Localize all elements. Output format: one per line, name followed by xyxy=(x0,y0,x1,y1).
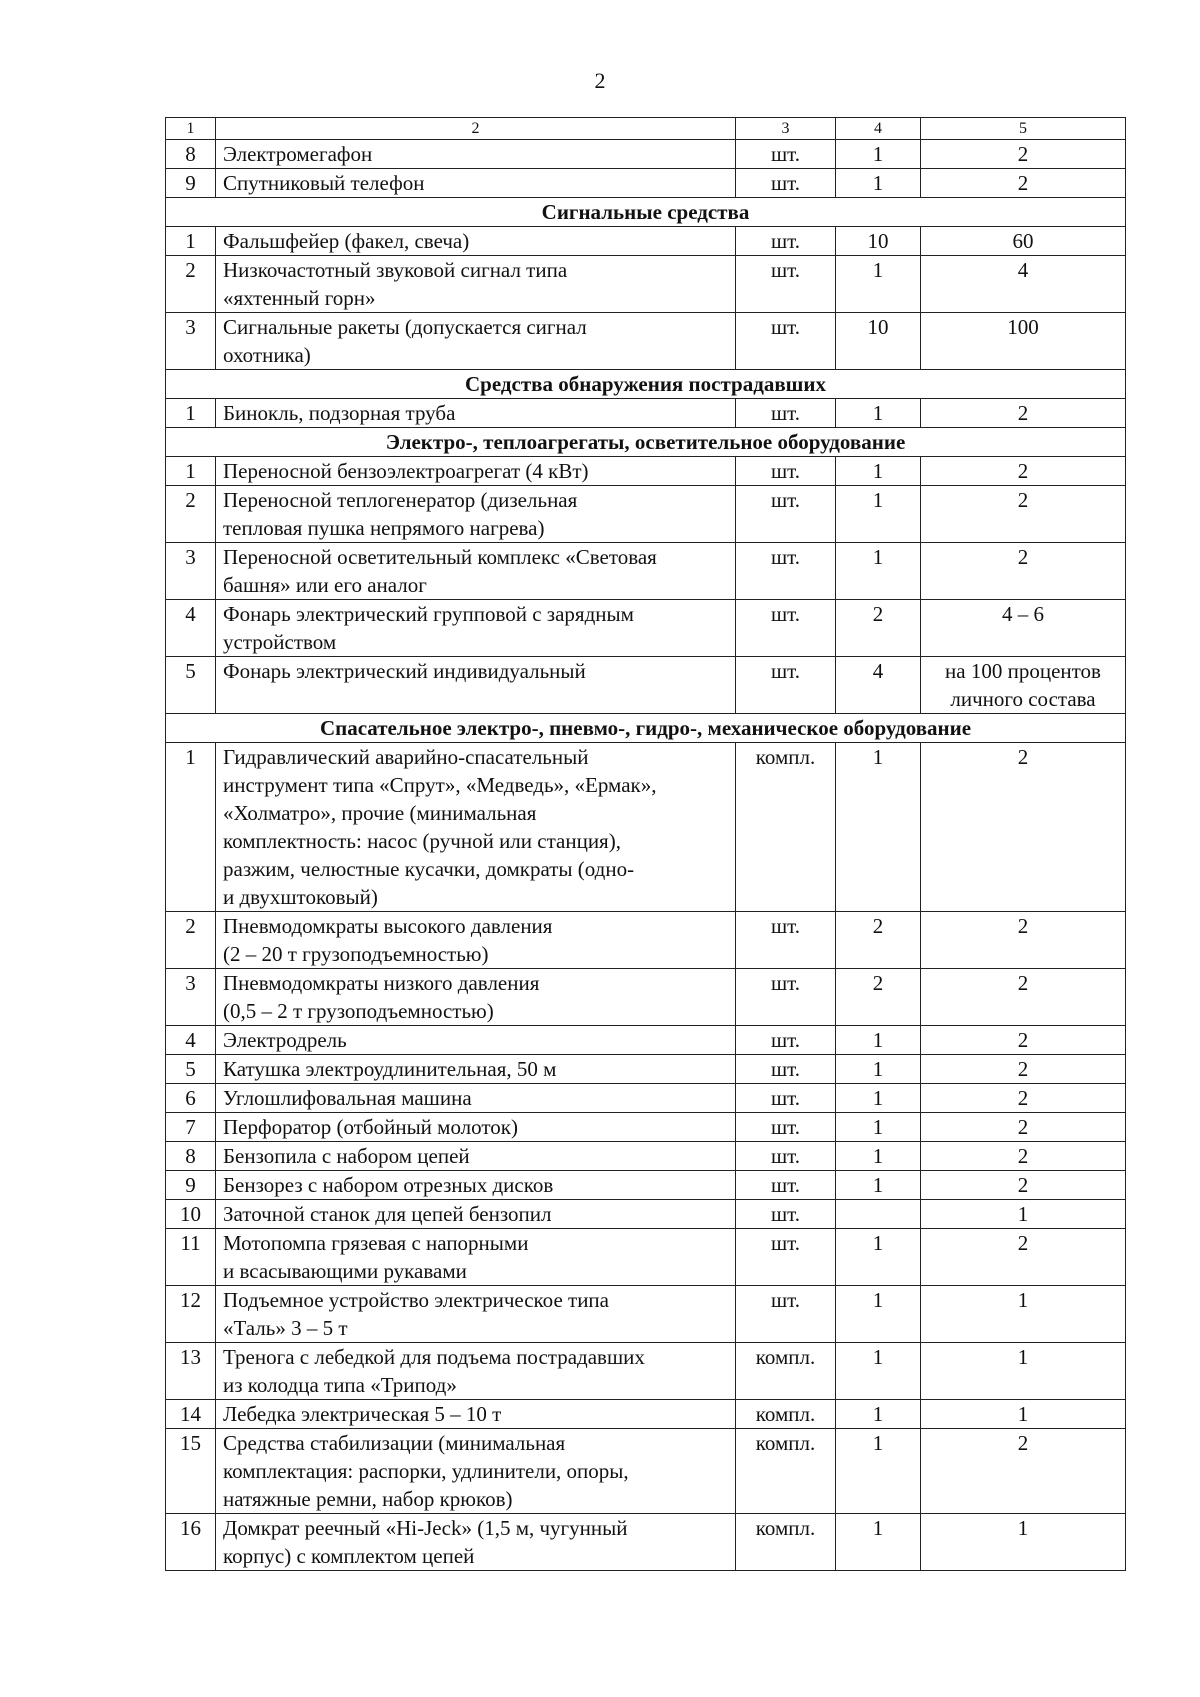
row-number: 14 xyxy=(166,1400,216,1429)
item-unit: шт. xyxy=(736,457,836,486)
header-cell: 2 xyxy=(216,118,736,140)
item-name: Переносной бензоэлектроагрегат (4 кВт) xyxy=(216,457,736,486)
section-title: Спасательное электро-, пневмо-, гидро-, механическое оборудование xyxy=(166,714,1126,743)
item-unit: шт. xyxy=(736,912,836,969)
item-unit: компл. xyxy=(736,1429,836,1514)
row-number: 2 xyxy=(166,912,216,969)
item-name: Средства стабилизации (минимальная комплектация: распорки, удлинители, опоры, натяжные ремни, набор крюков) xyxy=(216,1429,736,1514)
item-quantity-col5: 1 xyxy=(921,1200,1126,1229)
table-row xyxy=(166,227,1126,256)
item-name: Низкочастотный звуковой сигнал типа «яхтенный горн» xyxy=(216,256,736,313)
item-quantity-col5: 100 xyxy=(921,313,1126,370)
item-unit: шт. xyxy=(736,1171,836,1200)
item-quantity-col5: 2 xyxy=(921,1026,1126,1055)
table-row xyxy=(166,1286,1126,1343)
row-number: 1 xyxy=(166,227,216,256)
row-number: 12 xyxy=(166,1286,216,1343)
section-row xyxy=(166,370,1126,399)
item-name: Пневмодомкраты низкого давления (0,5 – 2 т грузоподъемностью) xyxy=(216,969,736,1026)
item-name: Переносной теплогенератор (дизельная тепловая пушка непрямого нагрева) xyxy=(216,486,736,543)
item-name: Электромегафон xyxy=(216,140,736,169)
item-name: Подъемное устройство электрическое типа «Таль» 3 – 5 т xyxy=(216,1286,736,1343)
item-quantity-col4: 10 xyxy=(836,227,921,256)
table-row xyxy=(166,457,1126,486)
item-unit: шт. xyxy=(736,140,836,169)
item-quantity-col4: 1 xyxy=(836,1514,921,1571)
item-name: Заточной станок для цепей бензопил xyxy=(216,1200,736,1229)
item-quantity-col4: 1 xyxy=(836,543,921,600)
section-row xyxy=(166,428,1126,457)
row-number: 10 xyxy=(166,1200,216,1229)
row-number: 1 xyxy=(166,399,216,428)
equipment-table-body xyxy=(166,118,1126,1571)
row-number: 3 xyxy=(166,543,216,600)
item-quantity-col4: 1 xyxy=(836,1286,921,1343)
item-quantity-col4: 1 xyxy=(836,1171,921,1200)
item-unit: шт. xyxy=(736,1055,836,1084)
item-unit: шт. xyxy=(736,313,836,370)
table-row xyxy=(166,399,1126,428)
section-title: Сигнальные средства xyxy=(166,198,1126,227)
equipment-table xyxy=(165,117,1126,1571)
row-number: 9 xyxy=(166,1171,216,1200)
item-unit: шт. xyxy=(736,1026,836,1055)
item-quantity-col4: 1 xyxy=(836,140,921,169)
item-quantity-col5: 2 xyxy=(921,1229,1126,1286)
item-quantity-col4: 1 xyxy=(836,457,921,486)
row-number: 8 xyxy=(166,1142,216,1171)
table-row xyxy=(166,912,1126,969)
table-row xyxy=(166,657,1126,714)
item-quantity-col5: 1 xyxy=(921,1400,1126,1429)
row-number: 5 xyxy=(166,657,216,714)
item-quantity-col5: 2 xyxy=(921,912,1126,969)
item-unit: шт. xyxy=(736,1113,836,1142)
row-number: 4 xyxy=(166,1026,216,1055)
header-cell: 5 xyxy=(921,118,1126,140)
item-name: Фонарь электрический групповой с зарядным устройством xyxy=(216,600,736,657)
item-name: Сигнальные ракеты (допускается сигнал охотника) xyxy=(216,313,736,370)
item-quantity-col5: 2 xyxy=(921,486,1126,543)
table-row xyxy=(166,969,1126,1026)
header-cell: 3 xyxy=(736,118,836,140)
item-unit: шт. xyxy=(736,399,836,428)
row-number: 15 xyxy=(166,1429,216,1514)
table-row xyxy=(166,1343,1126,1400)
item-quantity-col5: 2 xyxy=(921,1084,1126,1113)
item-unit: шт. xyxy=(736,169,836,198)
item-unit: шт. xyxy=(736,600,836,657)
table-row xyxy=(166,1142,1126,1171)
item-quantity-col4: 1 xyxy=(836,486,921,543)
item-quantity-col5: 1 xyxy=(921,1514,1126,1571)
item-name: Лебедка электрическая 5 – 10 т xyxy=(216,1400,736,1429)
item-name: Тренога с лебедкой для подъема пострадавших из колодца типа «Трипод» xyxy=(216,1343,736,1400)
header-cell: 1 xyxy=(166,118,216,140)
section-title: Средства обнаружения пострадавших xyxy=(166,370,1126,399)
section-title: Электро-, теплоагрегаты, осветительное оборудование xyxy=(166,428,1126,457)
item-name: Углошлифовальная машина xyxy=(216,1084,736,1113)
table-row xyxy=(166,1229,1126,1286)
item-quantity-col4: 2 xyxy=(836,969,921,1026)
item-name: Спутниковый телефон xyxy=(216,169,736,198)
item-name: Гидравлический аварийно-спасательный инструмент типа «Спрут», «Медведь», «Ермак», «Холматро», прочие (минимальная комплектность: насос (ручной или станция), разжим, челюстные кусачки, домкраты (одно- и двухштоковый) xyxy=(216,743,736,912)
item-unit: шт. xyxy=(736,1286,836,1343)
item-quantity-col5: 2 xyxy=(921,743,1126,912)
row-number: 13 xyxy=(166,1343,216,1400)
item-unit: компл. xyxy=(736,743,836,912)
item-quantity-col5: 2 xyxy=(921,1142,1126,1171)
item-name: Переносной осветительный комплекс «Световая башня» или его аналог xyxy=(216,543,736,600)
table-row xyxy=(166,486,1126,543)
item-quantity-col5: 2 xyxy=(921,1113,1126,1142)
section-row xyxy=(166,714,1126,743)
item-quantity-col4: 1 xyxy=(836,1400,921,1429)
table-row xyxy=(166,543,1126,600)
item-quantity-col4: 10 xyxy=(836,313,921,370)
item-unit: шт. xyxy=(736,256,836,313)
item-name: Электродрель xyxy=(216,1026,736,1055)
header-cell: 4 xyxy=(836,118,921,140)
table-row xyxy=(166,1055,1126,1084)
row-number: 3 xyxy=(166,969,216,1026)
item-quantity-col4: 1 xyxy=(836,1055,921,1084)
row-number: 16 xyxy=(166,1514,216,1571)
table-header-row xyxy=(166,118,1126,140)
item-quantity-col4: 1 xyxy=(836,1229,921,1286)
row-number: 9 xyxy=(166,169,216,198)
item-unit: шт. xyxy=(736,1142,836,1171)
item-unit: компл. xyxy=(736,1514,836,1571)
page-number: 2 xyxy=(594,68,606,93)
section-row xyxy=(166,198,1126,227)
item-quantity-col5: 4 xyxy=(921,256,1126,313)
item-name: Фонарь электрический индивидуальный xyxy=(216,657,736,714)
row-number: 2 xyxy=(166,486,216,543)
table-row xyxy=(166,743,1126,912)
table-row xyxy=(166,1113,1126,1142)
item-name: Мотопомпа грязевая с напорными и всасывающими рукавами xyxy=(216,1229,736,1286)
item-quantity-col5: 1 xyxy=(921,1286,1126,1343)
row-number: 4 xyxy=(166,600,216,657)
item-quantity-col4: 1 xyxy=(836,1113,921,1142)
item-quantity-col5: 2 xyxy=(921,399,1126,428)
item-quantity-col5: 2 xyxy=(921,1171,1126,1200)
row-number: 1 xyxy=(166,457,216,486)
item-name: Перфоратор (отбойный молоток) xyxy=(216,1113,736,1142)
item-quantity-col5: 2 xyxy=(921,969,1126,1026)
table-row xyxy=(166,1429,1126,1514)
row-number: 3 xyxy=(166,313,216,370)
item-name: Домкрат реечный «Hi-Jeck» (1,5 м, чугунный корпус) с комплектом цепей xyxy=(216,1514,736,1571)
item-quantity-col4: 1 xyxy=(836,1142,921,1171)
item-name: Фальшфейер (факел, свеча) xyxy=(216,227,736,256)
item-quantity-col5: 2 xyxy=(921,1055,1126,1084)
row-number: 5 xyxy=(166,1055,216,1084)
table-row xyxy=(166,1171,1126,1200)
item-quantity-col5: 2 xyxy=(921,169,1126,198)
table-row xyxy=(166,256,1126,313)
item-unit: шт. xyxy=(736,486,836,543)
row-number: 11 xyxy=(166,1229,216,1286)
table-row xyxy=(166,1084,1126,1113)
item-quantity-col4: 1 xyxy=(836,256,921,313)
item-unit: шт. xyxy=(736,543,836,600)
item-unit: шт. xyxy=(736,1200,836,1229)
row-number: 8 xyxy=(166,140,216,169)
table-row xyxy=(166,1200,1126,1229)
item-quantity-col4: 4 xyxy=(836,657,921,714)
item-unit: шт. xyxy=(736,227,836,256)
item-quantity-col5: 2 xyxy=(921,543,1126,600)
table-row xyxy=(166,169,1126,198)
item-name: Бинокль, подзорная труба xyxy=(216,399,736,428)
item-quantity-col4: 1 xyxy=(836,169,921,198)
table-row xyxy=(166,1514,1126,1571)
item-quantity-col5: 4 – 6 xyxy=(921,600,1126,657)
item-quantity-col5: 1 xyxy=(921,1343,1126,1400)
row-number: 6 xyxy=(166,1084,216,1113)
item-quantity-col5: на 100 процентов личного состава xyxy=(921,657,1126,714)
item-quantity-col4: 1 xyxy=(836,743,921,912)
item-unit: компл. xyxy=(736,1343,836,1400)
item-quantity-col4: 1 xyxy=(836,1343,921,1400)
table-row xyxy=(166,1026,1126,1055)
item-quantity-col4: 1 xyxy=(836,1429,921,1514)
table-row xyxy=(166,1400,1126,1429)
item-name: Бензопила с набором цепей xyxy=(216,1142,736,1171)
row-number: 7 xyxy=(166,1113,216,1142)
row-number: 2 xyxy=(166,256,216,313)
item-quantity-col4: 2 xyxy=(836,600,921,657)
item-unit: шт. xyxy=(736,1084,836,1113)
item-unit: компл. xyxy=(736,1400,836,1429)
table-row xyxy=(166,313,1126,370)
item-quantity-col4: 2 xyxy=(836,912,921,969)
item-quantity-col4 xyxy=(836,1200,921,1229)
row-number: 1 xyxy=(166,743,216,912)
item-quantity-col5: 2 xyxy=(921,457,1126,486)
item-unit: шт. xyxy=(736,657,836,714)
item-unit: шт. xyxy=(736,969,836,1026)
item-quantity-col5: 2 xyxy=(921,140,1126,169)
item-name: Катушка электроудлинительная, 50 м xyxy=(216,1055,736,1084)
item-name: Бензорез с набором отрезных дисков xyxy=(216,1171,736,1200)
item-quantity-col5: 2 xyxy=(921,1429,1126,1514)
table-row xyxy=(166,600,1126,657)
item-quantity-col4: 1 xyxy=(836,1084,921,1113)
item-quantity-col5: 60 xyxy=(921,227,1126,256)
item-quantity-col4: 1 xyxy=(836,1026,921,1055)
item-unit: шт. xyxy=(736,1229,836,1286)
item-quantity-col4: 1 xyxy=(836,399,921,428)
item-name: Пневмодомкраты высокого давления (2 – 20 т грузоподъемностью) xyxy=(216,912,736,969)
table-row xyxy=(166,140,1126,169)
